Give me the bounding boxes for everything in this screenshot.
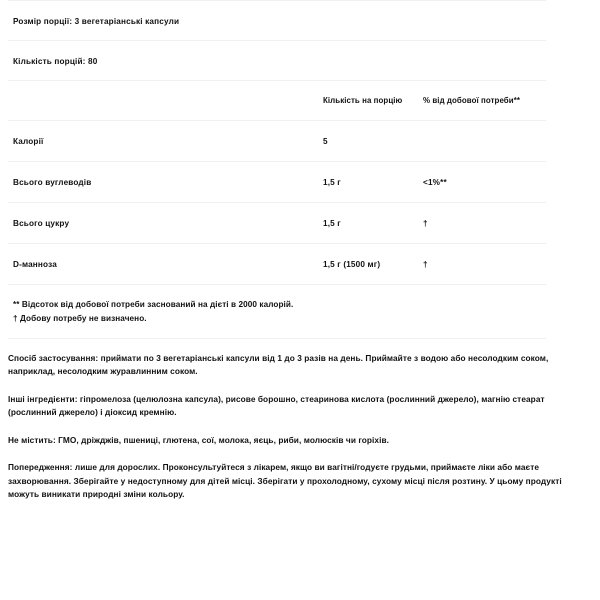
nutrient-name: D-манноза [13,260,57,270]
serving-size-row [8,1,546,41]
table-row [8,121,546,162]
nutrient-daily-value: † [423,260,428,270]
nutrient-amount: 1,5 г (1500 мг) [323,260,381,270]
nutrient-daily-value: <1%** [423,178,447,188]
divider [8,339,546,340]
directions-paragraph: Спосіб застосування: приймати по 3 вегетаріанські капсули від 1 до 3 разів на день. Приймайте з водою або несолодким соком, наприклад, несолодким журавлинним соком. [8,353,549,377]
nutrient-daily-value: † [423,219,428,229]
nutrient-daily-value [418,121,546,162]
nutrient-name: Всього цукру [13,219,70,229]
footnote-daily-value-basis: ** Відсоток від добової потреби заснований на дієті в 2000 калорій. [13,300,294,310]
other-ingredients-paragraph: Інші інгредієнти: гіпромелоза (целюлозна капсула), рисове борошно, стеаринова кислота (рослинний джерело), магнію стеарат (рослинний джерело) і діоксид кремнію. [8,393,545,418]
table-row [8,162,546,203]
column-header-percent-daily-value: % від добової потреби** [423,96,520,105]
footnote-dagger: † Добову потребу не визначено. [13,313,147,323]
table-header-row [8,81,546,121]
column-header-amount-per-serving: Кількість на порцію [323,96,403,105]
nutrient-name: Калорії [13,137,44,147]
free-from-paragraph: Не містить: ГМО, дріжджів, пшениці, глютена, сої, молока, яєць, риби, молюсків чи горіхів. [8,434,389,445]
servings-per-container-row [8,41,546,81]
nutrient-amount: 5 [323,137,328,147]
servings-per-container-text: Кількість порцій: 80 [13,57,98,66]
nutrient-amount: 1,5 г [323,219,341,229]
table-row [8,203,546,244]
nutrient-amount: 1,5 г [323,178,341,188]
nutrient-name: Всього вуглеводів [13,178,92,188]
table-row [8,244,546,285]
column-header-name [8,81,318,121]
supplement-facts-table [8,0,546,339]
warning-paragraph: Попередження: лише для дорослих. Проконсультуйтеся з лікарем, якщо ви вагітні/годуєте грудьми, приймаєте ліки або маєте захворювання. Зберігайте у недоступному для дітей місці. Зберігати у прохолодному, сухому місці після розтину. У цьому продукті можуть виникати природні зміни кольору. [8,462,562,500]
footnotes-row [8,285,546,338]
serving-size-text: Розмір порції: 3 вегетаріанські капсули [13,17,180,26]
body-copy [0,352,600,502]
